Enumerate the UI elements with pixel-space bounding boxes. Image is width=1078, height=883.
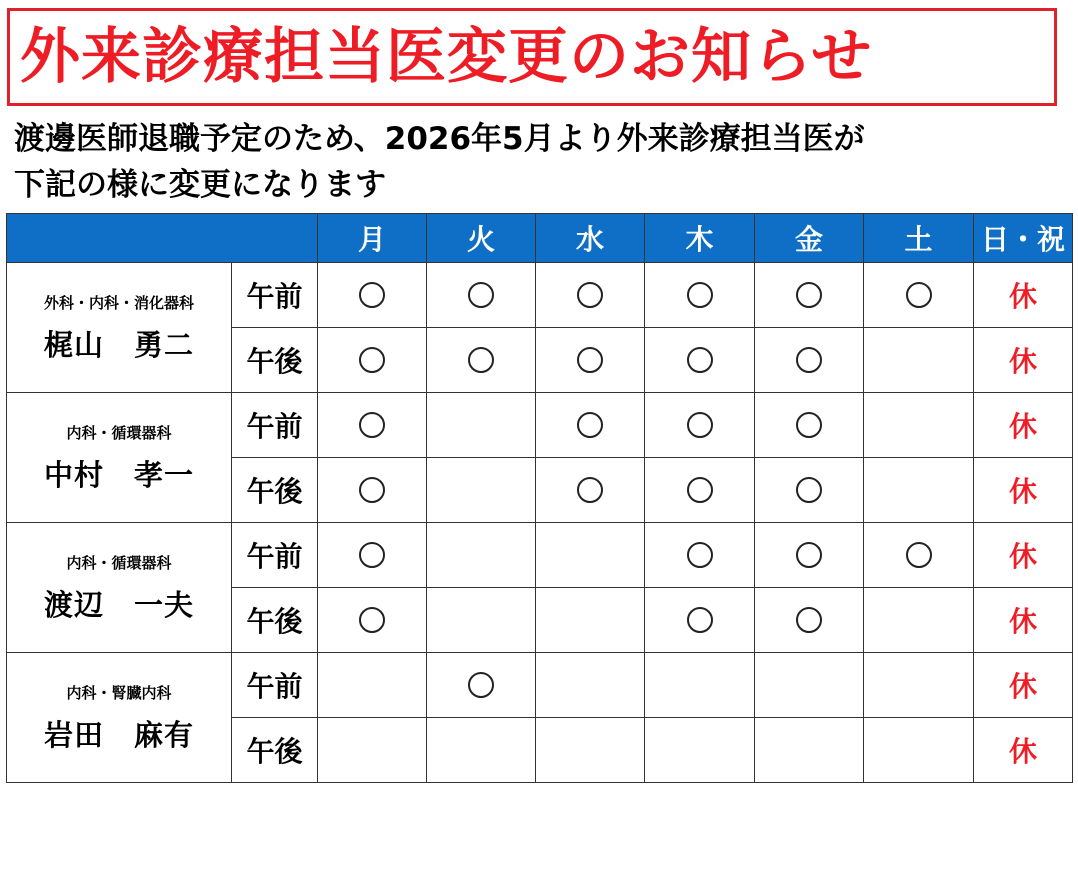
- schedule-cell: [427, 653, 536, 718]
- schedule-cell: [645, 588, 755, 653]
- schedule-cell: [427, 718, 536, 783]
- doctor-name: 岩田 麻有: [43, 717, 194, 752]
- schedule-body: [7, 263, 1073, 783]
- available-circle-icon: [796, 282, 822, 308]
- page-title: 外来診療担当医変更のお知らせ: [20, 22, 873, 92]
- schedule-cell: [645, 393, 755, 458]
- doctor-name: 渡辺 一夫: [43, 587, 194, 622]
- available-circle-icon: [687, 282, 713, 308]
- day-header-sun-holiday: 日・祝: [974, 214, 1073, 263]
- available-circle-icon: [796, 477, 822, 503]
- schedule-cell: [536, 523, 645, 588]
- schedule-cell: [864, 523, 974, 588]
- table-row: [7, 263, 1073, 328]
- period-afternoon: 午後: [232, 458, 318, 523]
- closed-label: 休: [974, 458, 1073, 523]
- available-circle-icon: [906, 542, 932, 568]
- schedule-cell: [864, 393, 974, 458]
- doctor-cell: [7, 393, 232, 523]
- header-blank-cell: [7, 214, 318, 263]
- schedule-cell: [864, 328, 974, 393]
- closed-label: 休: [974, 393, 1073, 458]
- period-afternoon: 午後: [232, 588, 318, 653]
- schedule-cell: [536, 718, 645, 783]
- closed-label: 休: [974, 523, 1073, 588]
- available-circle-icon: [687, 542, 713, 568]
- schedule-cell: [755, 458, 864, 523]
- day-header-mon: 月: [318, 214, 427, 263]
- schedule-cell: [427, 458, 536, 523]
- available-circle-icon: [468, 282, 494, 308]
- schedule-cell: [645, 328, 755, 393]
- schedule-cell: [318, 588, 427, 653]
- header-row: [7, 214, 1073, 263]
- title-banner: [7, 8, 1057, 106]
- period-afternoon: 午後: [232, 718, 318, 783]
- available-circle-icon: [687, 412, 713, 438]
- schedule-cell: [536, 458, 645, 523]
- doctor-cell: [7, 653, 232, 783]
- schedule-cell: [755, 588, 864, 653]
- day-header-thu: 木: [645, 214, 755, 263]
- schedule-cell: [755, 653, 864, 718]
- schedule-cell: [427, 263, 536, 328]
- schedule-cell: [318, 328, 427, 393]
- closed-label: 休: [974, 263, 1073, 328]
- table-row: [7, 523, 1073, 588]
- available-circle-icon: [577, 412, 603, 438]
- day-header-fri: 金: [755, 214, 864, 263]
- available-circle-icon: [577, 347, 603, 373]
- schedule-cell: [645, 718, 755, 783]
- schedule-cell: [864, 263, 974, 328]
- schedule-cell: [864, 458, 974, 523]
- schedule-cell: [318, 718, 427, 783]
- available-circle-icon: [359, 282, 385, 308]
- schedule-cell: [864, 588, 974, 653]
- available-circle-icon: [906, 282, 932, 308]
- schedule-cell: [536, 653, 645, 718]
- schedule-cell: [318, 458, 427, 523]
- closed-label: 休: [974, 328, 1073, 393]
- schedule-cell: [864, 718, 974, 783]
- schedule-cell: [318, 393, 427, 458]
- doctor-name: 梶山 勇二: [43, 327, 194, 362]
- available-circle-icon: [796, 607, 822, 633]
- day-header-wed: 水: [536, 214, 645, 263]
- notice-line-2: 下記の様に変更になります: [14, 167, 386, 203]
- available-circle-icon: [687, 607, 713, 633]
- schedule-cell: [536, 263, 645, 328]
- schedule-cell: [755, 263, 864, 328]
- available-circle-icon: [359, 607, 385, 633]
- closed-label: 休: [974, 718, 1073, 783]
- schedule-cell: [645, 523, 755, 588]
- doctor-department: 内科・循環器科: [66, 423, 172, 442]
- schedule-cell: [318, 263, 427, 328]
- schedule-cell: [427, 523, 536, 588]
- schedule-cell: [318, 653, 427, 718]
- schedule-cell: [536, 393, 645, 458]
- period-afternoon: 午後: [232, 328, 318, 393]
- schedule-cell: [755, 393, 864, 458]
- available-circle-icon: [359, 477, 385, 503]
- available-circle-icon: [359, 542, 385, 568]
- schedule-cell: [755, 718, 864, 783]
- doctor-department: 外科・内科・消化器科: [43, 293, 194, 312]
- schedule-cell: [645, 458, 755, 523]
- schedule-cell: [755, 523, 864, 588]
- doctor-cell: [7, 263, 232, 393]
- available-circle-icon: [687, 347, 713, 373]
- available-circle-icon: [796, 412, 822, 438]
- period-morning: 午前: [232, 523, 318, 588]
- doctor-name: 中村 孝一: [43, 457, 194, 492]
- available-circle-icon: [687, 477, 713, 503]
- schedule-cell: [427, 328, 536, 393]
- available-circle-icon: [359, 347, 385, 373]
- table-row: [7, 653, 1073, 718]
- schedule-cell: [864, 653, 974, 718]
- available-circle-icon: [577, 477, 603, 503]
- table-row: [7, 393, 1073, 458]
- doctor-department: 内科・循環器科: [66, 553, 172, 572]
- doctor-cell: [7, 523, 232, 653]
- schedule-cell: [427, 393, 536, 458]
- schedule-cell: [536, 328, 645, 393]
- closed-label: 休: [974, 588, 1073, 653]
- day-header-sat: 土: [864, 214, 974, 263]
- schedule-cell: [645, 653, 755, 718]
- schedule-cell: [427, 588, 536, 653]
- schedule-table: [6, 213, 1073, 783]
- notice-text: [14, 116, 1064, 208]
- available-circle-icon: [796, 542, 822, 568]
- schedule-cell: [645, 263, 755, 328]
- closed-label: 休: [974, 653, 1073, 718]
- available-circle-icon: [468, 347, 494, 373]
- period-morning: 午前: [232, 653, 318, 718]
- schedule-cell: [536, 588, 645, 653]
- doctor-department: 内科・腎臓内科: [66, 683, 172, 702]
- schedule-cell: [755, 328, 864, 393]
- notice-line-1: 渡邊医師退職予定のため、2026年5月より外来診療担当医が: [14, 121, 865, 157]
- schedule-cell: [318, 523, 427, 588]
- period-morning: 午前: [232, 263, 318, 328]
- available-circle-icon: [796, 347, 822, 373]
- available-circle-icon: [359, 412, 385, 438]
- available-circle-icon: [577, 282, 603, 308]
- day-header-tue: 火: [427, 214, 536, 263]
- available-circle-icon: [468, 672, 494, 698]
- period-morning: 午前: [232, 393, 318, 458]
